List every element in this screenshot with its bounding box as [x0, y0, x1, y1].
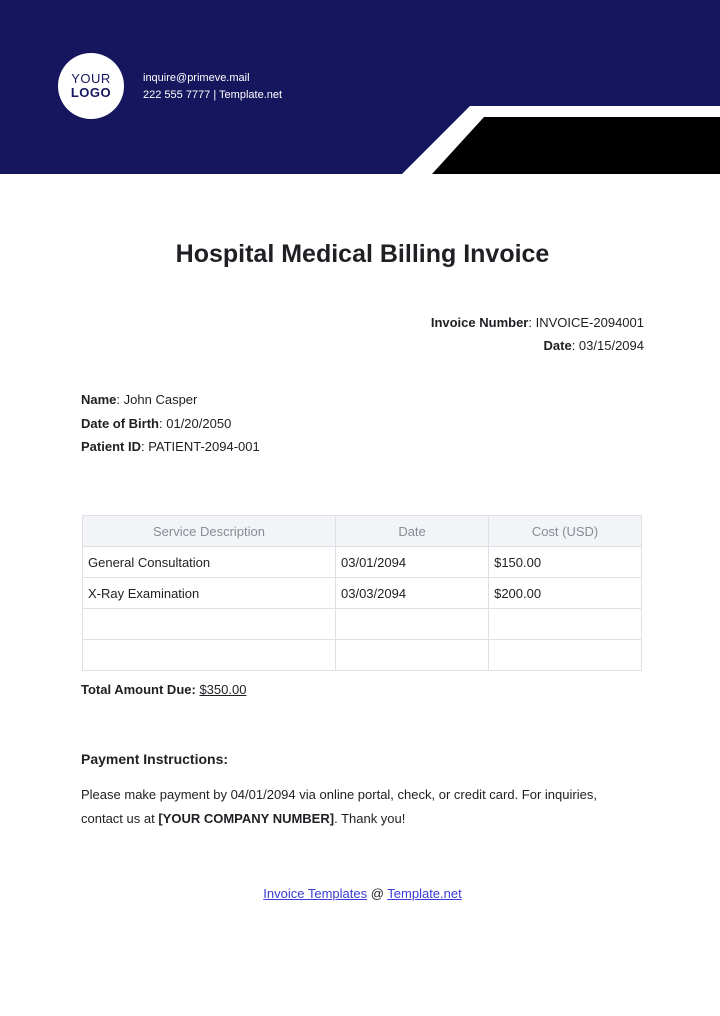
contact-email: inquire@primeve.mail: [143, 72, 250, 84]
contact-info: [143, 70, 282, 104]
table-cell: General Consultation: [83, 547, 336, 578]
invoice-date-row: Date: 03/15/2094: [543, 338, 644, 353]
table-cell: $200.00: [489, 578, 642, 609]
invoice-date-value: 03/15/2094: [578, 338, 644, 353]
total-amount: [81, 682, 246, 697]
invoice-number-label: Invoice Number: [430, 315, 529, 330]
table-cell: [489, 640, 642, 671]
table-cell: 03/01/2094: [336, 547, 489, 578]
payment-text-before: Please make payment by 04/01/2094 via online portal, check, or credit card. For inquiries, contact us at: [81, 787, 597, 826]
table-cell: [336, 609, 489, 640]
patient-dob-label: Date of Birth: [81, 415, 159, 431]
patient-dob-value: 01/20/2050: [166, 415, 232, 431]
invoice-number-value: INVOICE-2094001: [535, 315, 644, 330]
contact-phone-site: 222 555 7777 | Template.net: [143, 89, 283, 101]
invoice-templates-link[interactable]: Invoice Templates: [263, 886, 368, 901]
table-cell: [83, 609, 336, 640]
logo-line-2: LOGO: [70, 85, 112, 100]
patient-id-value: PATIENT-2094-001: [148, 439, 260, 454]
table-cell: [489, 609, 642, 640]
invoice-date-label: Date: [543, 338, 572, 353]
company-number-placeholder: [YOUR COMPANY NUMBER]: [158, 810, 335, 826]
patient-dob-row: Date of Birth: 01/20/2050: [81, 415, 232, 431]
table-cell: [336, 640, 489, 671]
payment-text-after: . Thank you!: [334, 810, 406, 826]
table-cell: $150.00: [489, 547, 642, 578]
patient-info: [81, 388, 260, 459]
table-header-row: [83, 516, 642, 547]
logo-line-1: YOUR: [71, 71, 111, 86]
total-value: $350.00: [199, 682, 247, 697]
footer-separator: @: [367, 886, 388, 901]
document-title: Hospital Medical Billing Invoice: [175, 240, 550, 268]
table-row: [83, 578, 642, 609]
table-cell: X-Ray Examination: [83, 578, 336, 609]
footer: [0, 886, 720, 901]
template-net-link[interactable]: Template.net: [387, 886, 462, 901]
column-header: Date: [336, 516, 489, 547]
table-row: [83, 609, 642, 640]
patient-id-label: Patient ID: [81, 439, 141, 454]
company-logo: [58, 53, 124, 119]
patient-name-label: Name: [81, 392, 117, 407]
payment-instructions-text: [81, 783, 621, 830]
invoice-number-row: Invoice Number: INVOICE-2094001: [430, 315, 644, 330]
payment-instructions-title: Payment Instructions:: [81, 751, 229, 767]
table-cell: [83, 640, 336, 671]
total-label: Total Amount Due:: [81, 682, 196, 697]
table-row: [83, 640, 642, 671]
patient-name-value: John Casper: [123, 392, 198, 407]
invoice-meta: [431, 311, 644, 357]
table-cell: 03/03/2094: [336, 578, 489, 609]
patient-id-row: Patient ID: PATIENT-2094-001: [81, 439, 260, 454]
services-table: [82, 515, 642, 671]
table-row: [83, 547, 642, 578]
column-header: Service Description: [83, 516, 336, 547]
column-header: Cost (USD): [489, 516, 642, 547]
header-banner: [0, 0, 720, 174]
patient-name-row: Name: John Casper: [81, 392, 198, 407]
